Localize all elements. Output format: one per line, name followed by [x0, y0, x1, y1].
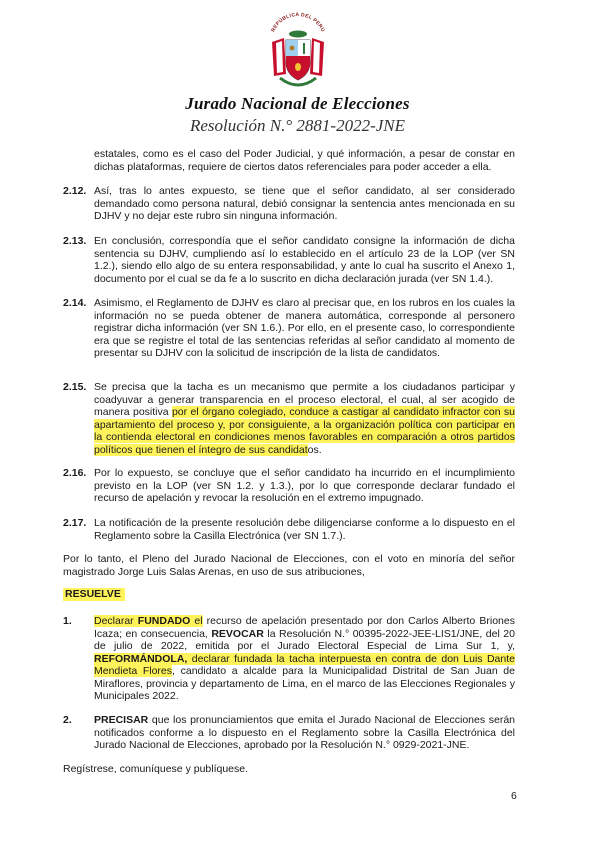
seal-text: REPÚBLICA DEL PERÚ — [270, 12, 326, 34]
text-span: Declarar — [94, 615, 138, 627]
closing-line: Regístrese, comuníquese y publíquese. — [63, 763, 249, 775]
highlighted-text — [94, 615, 203, 627]
paragraph-2-14: Asimismo, el Reglamento de DJHV es claro al precisar que, en los rubros en los cuales la información no se pueda obtener de manera automática, corresponde al personero registrar dicha información (ver SN 1.6.). Por ello, en el presente caso, lo correspondiente era que se registre el total de las sentencias referidas al señor candidato al momento de presentar su DJHV con la solicitud de inscripción de la lista de candidatos. — [94, 297, 515, 359]
paragraph-2-12: Así, tras lo antes expuesto, se tiene que el señor candidato, al ser considerado demandado como persona natural, debió consignar la sentencia antes mencionada en su DJHV y no dejar este rubro sin ninguna información. — [94, 185, 515, 222]
paragraph-2-16: Por lo expuesto, se concluye que el señor candidato ha incurrido en el incumplimiento previsto en la LOP (ver SN 1.2. y 1.3.), por lo que corresponde declarar fundado el recurso de apelación y revocar la resolución en el extremo impugnado. — [94, 467, 515, 504]
fundado-keyword: FUNDADO — [137, 615, 191, 627]
text-span: la Resolución N.° 00395-2022-JEE-LIS1/JNE, del 20 de julio de 2022, emitida por el Jurado Electoral Especial de Lima Sur 1, y, — [94, 627, 515, 652]
revocar-keyword: REVOCAR — [211, 627, 264, 640]
continuation-paragraph: estatales, como es el caso del Poder Judicial, y qué información, a pesar de constar en dichas plataformas, requiere de ciertos datos referenciales para poder acceder a ella. — [94, 148, 515, 173]
highlighted-text: por el órgano colegiado, conduce a castigar al candidato infractor con su apartamiento del proceso y, por consiguiente, a la organización política con participar en la contienda electoral en condiciones menos favorables en comparación a otros partidos políticos que tienen el íntegro de sus candidat — [94, 406, 515, 456]
decision-number: 2. — [63, 714, 72, 726]
text-span: , candidato a alcalde para la Municipalidad Distrital de San Juan de Miraflores, provincia y departamento de Lima, en el marco de las Elecciones Regionales y Municipales 2022. — [94, 665, 515, 702]
peru-coat-of-arms-emblem — [262, 12, 334, 92]
precisar-keyword: PRECISAR — [94, 714, 149, 726]
institution-name: Jurado Nacional de Elecciones — [185, 94, 410, 113]
reformandola-keyword: REFORMÁNDOLA, — [94, 652, 188, 665]
text-span: os. — [307, 443, 322, 456]
text-span: que los pronunciamientos que emita el Jurado Nacional de Elecciones serán notificados conforme a lo dispuesto en el Reglamento sobre la Casilla Electrónica del Jurado Nacional de Elecciones, aprobado por la Resolución N.° 0929-2021-JNE. — [94, 714, 515, 751]
paragraph-2-17: La notificación de la presente resolución debe diligenciarse conforme a lo dispuesto en el Reglamento sobre la Casilla Electrónica (ver SN 1.7.). — [94, 517, 515, 542]
resolution-number: Resolución N.° 2881-2022-JNE — [189, 116, 405, 135]
paragraph-2-13: En conclusión, correspondía que el señor candidato consigne la información de dicha sentencia su DJHV, cumpliendo así lo establecido en el artículo 23 de la LOP (ver SN 1.2.), siendo ello algo de su entera responsabilidad, y ante lo cual ha suscrito el Anexo 1, documento por el cual se da fe a lo suscrito en dicha declaración jurada (ver SN 1.4.). — [94, 235, 515, 285]
item-number: 2.16. — [63, 467, 87, 479]
page-number: 6 — [511, 790, 517, 802]
text-span: el — [190, 615, 203, 627]
item-number: 2.17. — [63, 517, 87, 529]
decision-2-paragraph — [94, 714, 515, 752]
paragraph-2-15 — [94, 381, 515, 456]
decision-number: 1. — [63, 615, 72, 627]
resuelve-heading: RESUELVE — [63, 588, 125, 601]
item-number: 2.13. — [63, 235, 87, 247]
text-span: recurso de apelación presentado por don Carlos Alberto Briones Icaza; en consecuencia, — [94, 615, 515, 640]
item-number: 2.14. — [63, 297, 87, 309]
text-span: Se precisa que la tacha es un mecanismo que permite a los ciudadanos participar y coadyuvar a generar transparencia en el proceso electoral, el cual, al ser acogido de manera positiva — [94, 381, 515, 418]
item-number: 2.15. — [63, 381, 87, 393]
decision-1-paragraph — [94, 615, 515, 703]
item-number: 2.12. — [63, 185, 87, 197]
text-span: declarar fundada la tacha interpuesta en contra de don Luis Dante Mendieta Flores — [94, 652, 515, 677]
conclusion-paragraph: Por lo tanto, el Pleno del Jurado Nacional de Elecciones, con el voto en minoría del señor magistrado Jorge Luis Salas Arenas, en uso de sus atribuciones, — [63, 553, 515, 578]
